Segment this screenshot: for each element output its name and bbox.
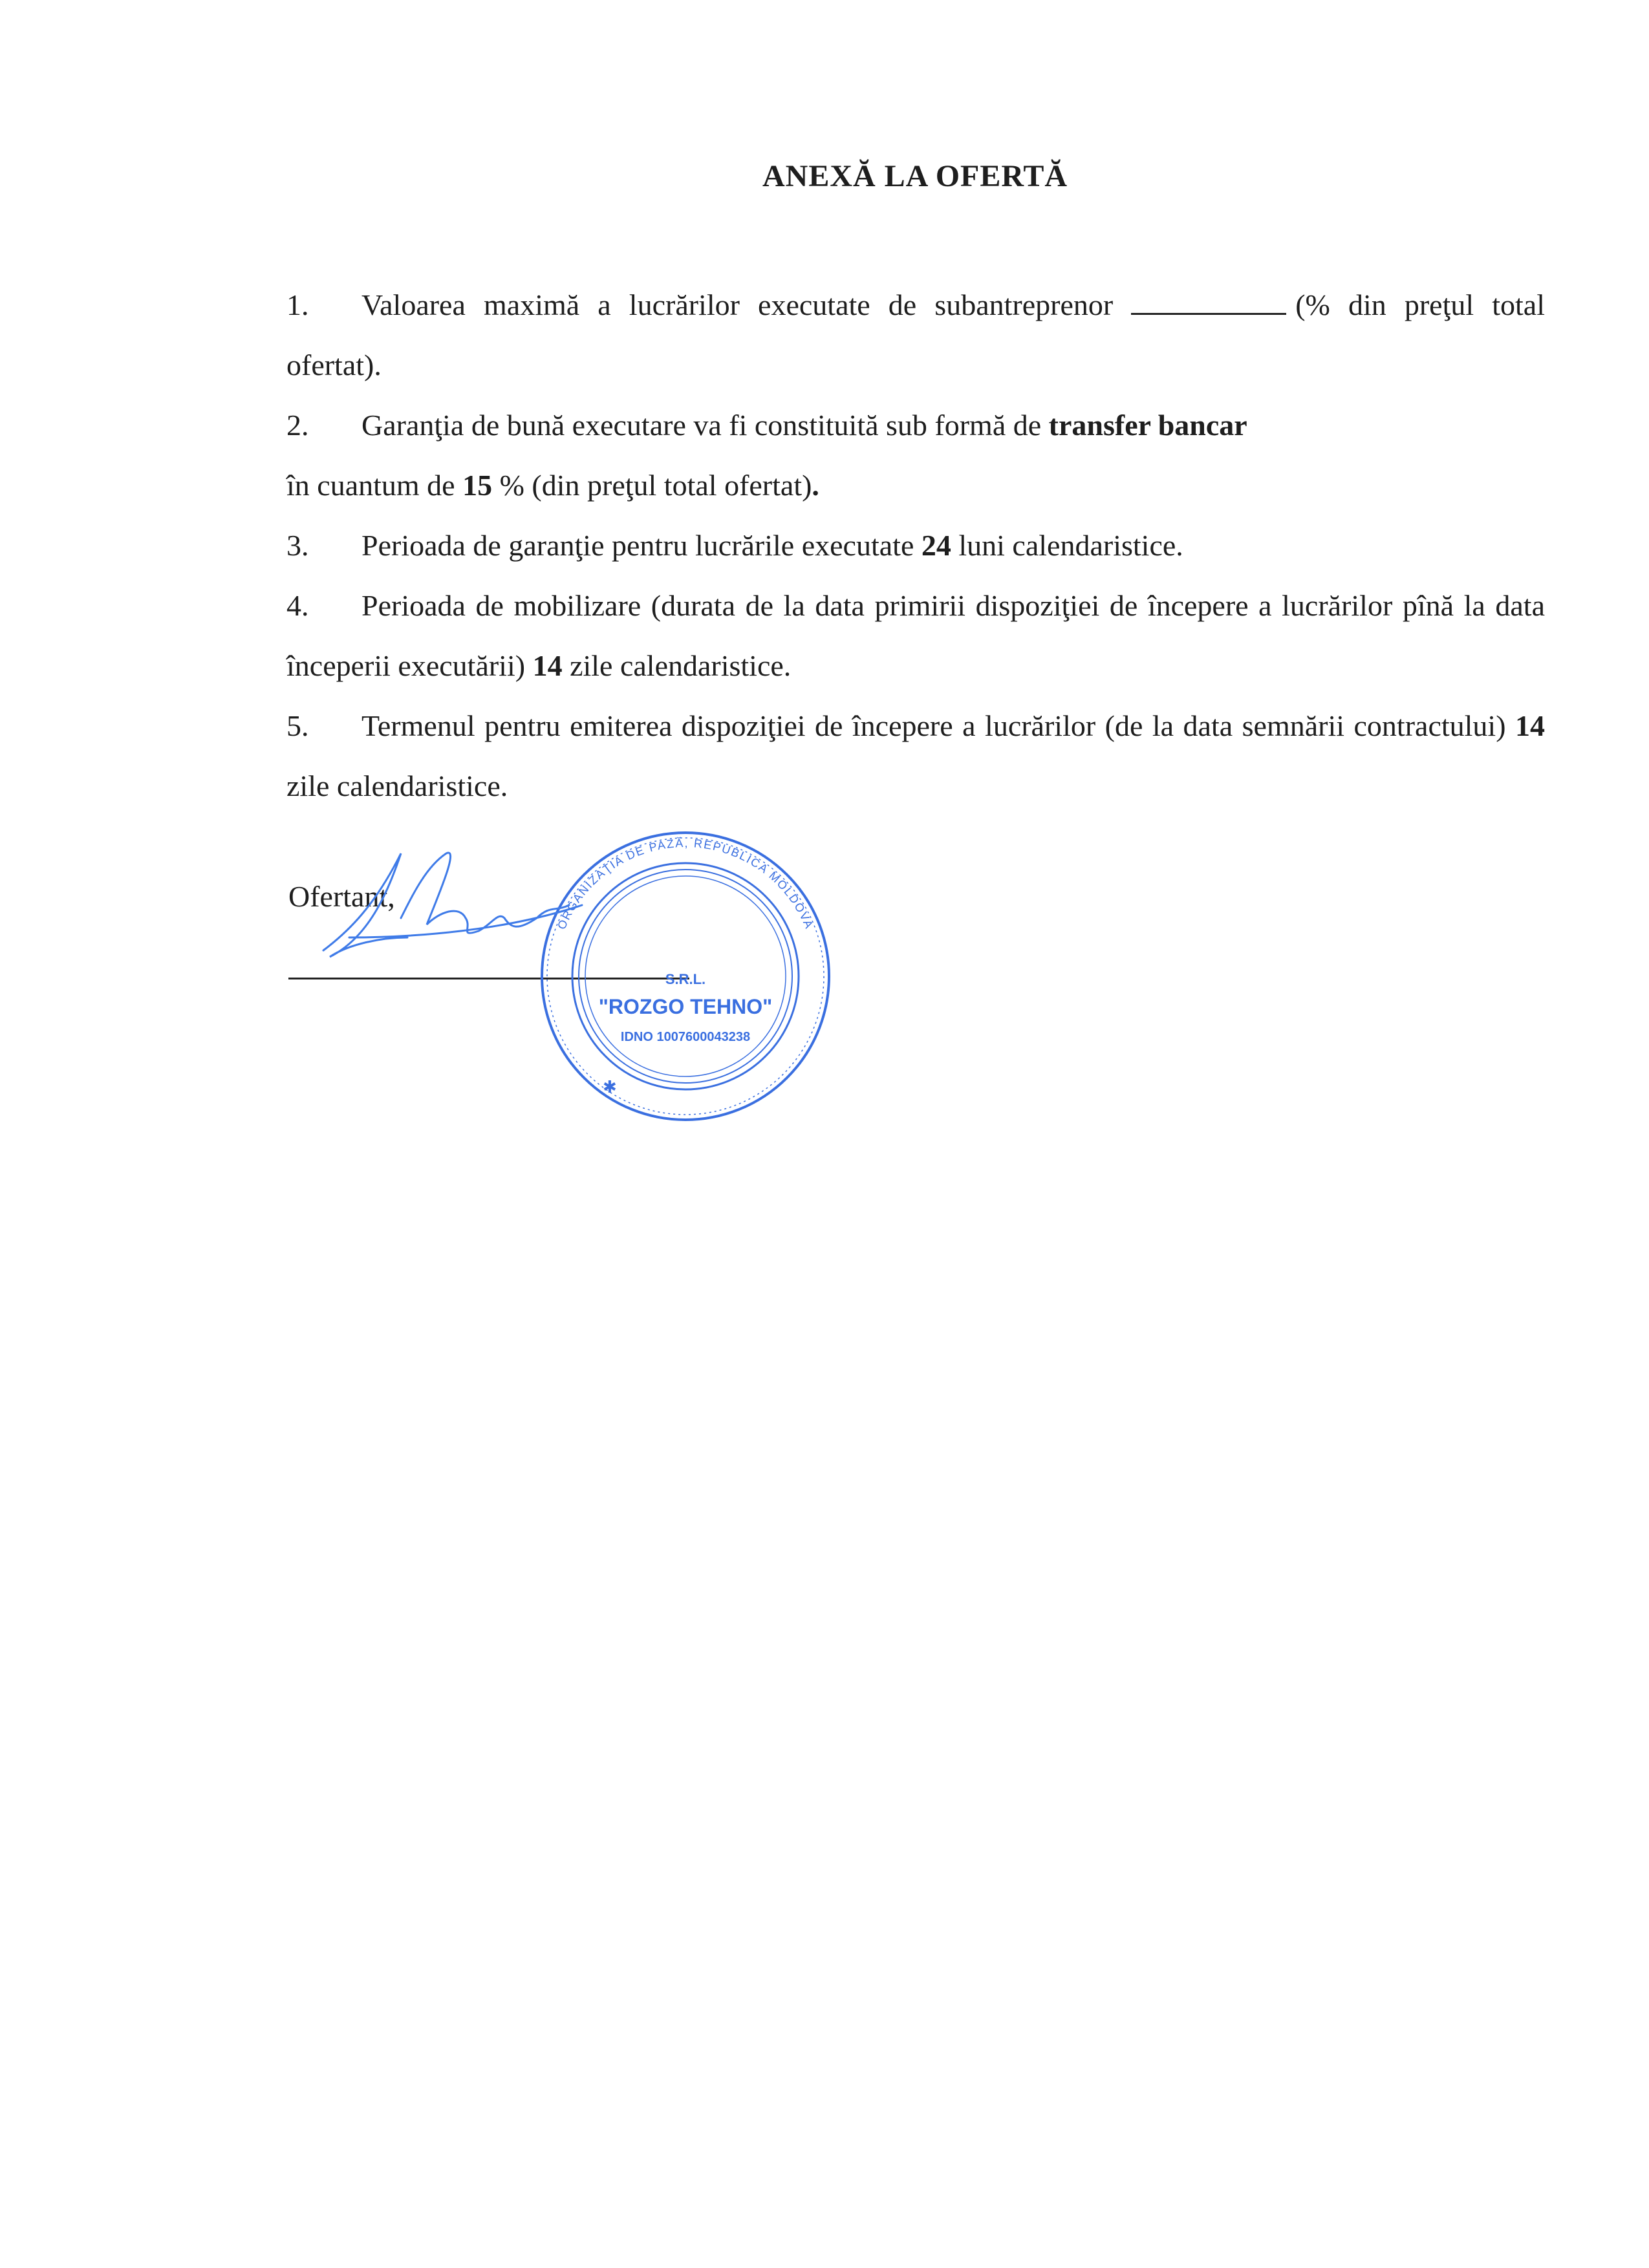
item-bold: .	[812, 469, 819, 502]
item-text: luni calendaristice.	[951, 529, 1183, 562]
item-text: Perioada de garanţie pentru lucrările executate	[361, 529, 921, 562]
document-title: ANEXĂ LA OFERTĂ	[762, 159, 1068, 193]
signature	[310, 840, 673, 970]
item-text: % (din preţul total ofertat)	[492, 469, 812, 502]
item-number: 2.	[286, 409, 309, 442]
item-4	[286, 575, 1545, 696]
item-text: zile calendaristice.	[562, 649, 792, 682]
item-number: 1.	[286, 288, 309, 321]
item-number: 5.	[286, 709, 309, 742]
item-number: 3.	[286, 529, 309, 562]
item-text: zile calendaristice.	[286, 769, 508, 802]
item-bold: 14	[1515, 709, 1545, 742]
stamp-srl: S.R.L.	[665, 971, 706, 987]
stamp-company-name: "ROZGO TEHNO"	[598, 995, 773, 1018]
item-text: în cuantum de	[286, 469, 463, 502]
item-text: Garanţia de bună executare va fi constituită sub formă de	[361, 409, 1049, 442]
stamp-idno: IDNO 1007600043238	[620, 1030, 751, 1044]
item-text: (% din preţul total ofertat).	[286, 288, 1545, 381]
stamp-star-icon: ✱	[603, 1078, 617, 1097]
item-bold: transfer bancar	[1048, 409, 1247, 442]
item-bold: 24	[921, 529, 951, 562]
item-bold: 14	[532, 649, 563, 682]
item-3	[286, 515, 1545, 575]
item-bold: 15	[462, 469, 493, 502]
item-text: Valoarea maximă a lucrărilor executate de subantreprenor	[361, 288, 1114, 321]
blank-field	[1131, 287, 1286, 315]
item-text: Perioada de mobilizare (durata de la data primirii dispoziţiei de începere a lucrărilor pînă la data începerii executării)	[286, 589, 1545, 682]
item-1	[286, 275, 1545, 395]
stamp-outer-text: ORGANIZAŢIA DE PAZĂ, REPUBLICA MOLDOVA	[555, 836, 816, 932]
item-number: 4.	[286, 589, 309, 622]
item-text: Termenul pentru emiterea dispoziţiei de începere a lucrărilor (de la data semnării contractului)	[361, 709, 1515, 742]
item-5	[286, 696, 1545, 816]
document-body	[286, 275, 1545, 816]
signer-label: Ofertant,	[288, 880, 395, 913]
item-2	[286, 395, 1545, 515]
